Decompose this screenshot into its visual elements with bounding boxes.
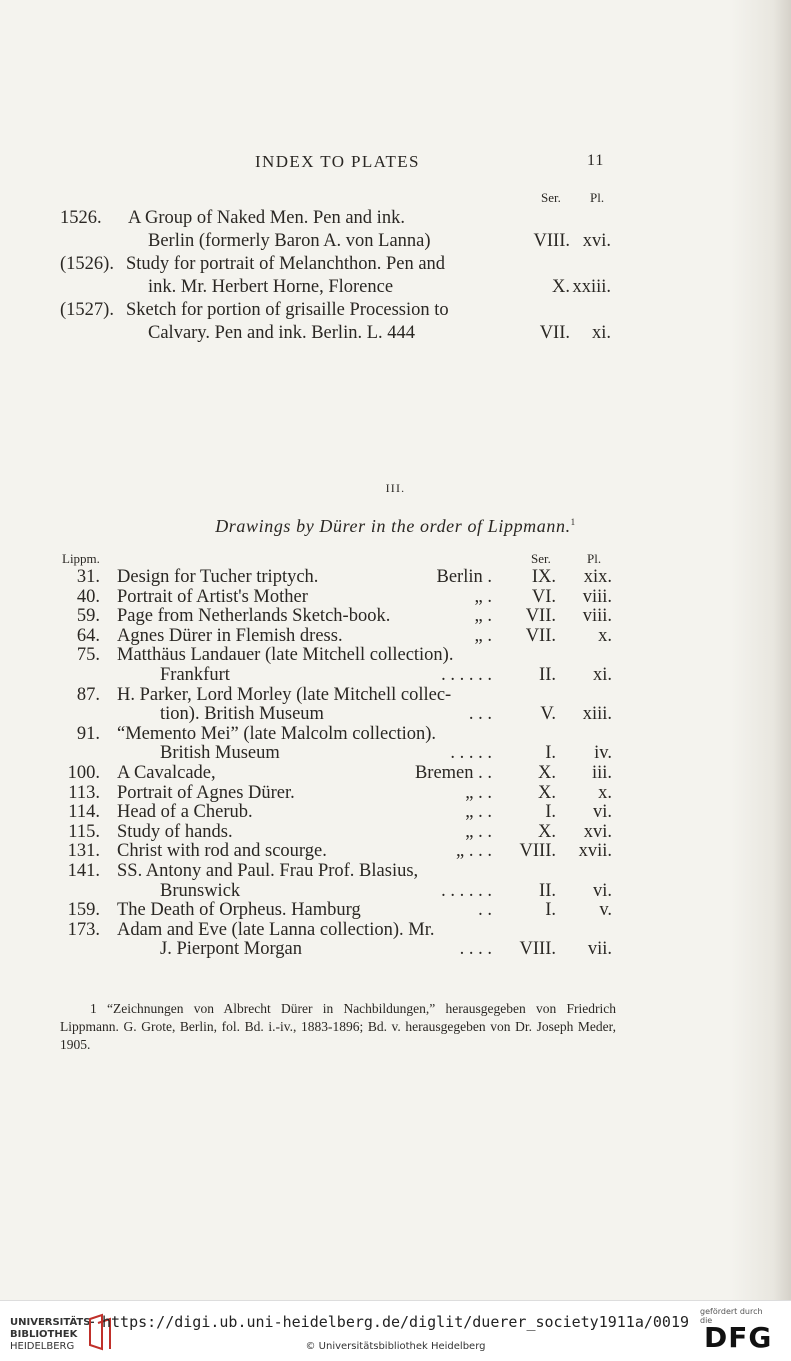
drawing-series: VIII. xyxy=(519,841,556,861)
drawing-place: „ . . xyxy=(465,802,492,822)
drawing-title: Frankfurt xyxy=(160,665,230,685)
drawing-title: Christ with rod and scourge. xyxy=(117,841,327,861)
drawing-plate: v. xyxy=(599,900,612,920)
top-entry-line2 xyxy=(0,323,791,347)
copyright-notice: © Universitätsbibliothek Heidelberg xyxy=(305,1341,486,1352)
drawing-place: . . . . . . xyxy=(441,881,492,901)
entry-title: Sketch for portion of grisaille Procession to xyxy=(126,300,449,320)
entry-series: X. xyxy=(552,277,570,297)
top-entry-line1 xyxy=(0,300,791,324)
drawing-series: II. xyxy=(539,665,556,685)
drawing-title: Page from Netherlands Sketch-book. xyxy=(117,606,391,626)
running-head-title: INDEX TO PLATES xyxy=(255,152,420,171)
lippmann-number: 31. xyxy=(76,567,100,587)
drawing-plate: viii. xyxy=(582,587,612,607)
drawing-plate: vi. xyxy=(592,802,612,822)
library-name-line2: BIBLIOTHEK xyxy=(10,1329,78,1340)
top-entry-line1 xyxy=(0,254,791,278)
lippmann-number: 114. xyxy=(68,802,100,822)
entry-series: VIII. xyxy=(533,231,570,251)
ser-column-label: Ser. xyxy=(541,190,561,205)
lippmann-row xyxy=(0,939,791,963)
entry-number: 1526. xyxy=(60,208,102,228)
drawing-place: Berlin . xyxy=(436,567,492,587)
drawing-place: . . . xyxy=(468,704,492,724)
section-numeral: III. xyxy=(385,481,406,495)
drawing-series: II. xyxy=(539,881,556,901)
lippmann-number: 115. xyxy=(68,822,100,842)
drawing-title: A Cavalcade, xyxy=(117,763,216,783)
drawing-plate: iv. xyxy=(594,743,612,763)
top-entry-line1 xyxy=(0,208,791,232)
top-entry-line2 xyxy=(0,277,791,301)
drawing-plate: xi. xyxy=(592,665,612,685)
top-entry-line2 xyxy=(0,231,791,255)
drawing-title: Portrait of Artist's Mother xyxy=(117,587,308,607)
drawing-place: „ . . xyxy=(465,783,492,803)
lippm-column-label: Lippm. xyxy=(62,551,100,566)
pl-column-label-2: Pl. xyxy=(587,551,602,566)
drawing-plate: xiii. xyxy=(582,704,612,724)
drawing-title: The Death of Orpheus. Hamburg xyxy=(117,900,361,920)
lippmann-number: 113. xyxy=(68,783,100,803)
lippmann-number: 59. xyxy=(76,606,100,626)
footnote-text: 1 “Zeichnungen von Albrecht Dürer in Nachbildungen,” herausgegeben von Friedrich Lippmann. G. Grote, Berlin, fol. Bd. i.-iv., 1883-1896; Bd. v. herausgegeben von Dr. Joseph Meder, 1905. xyxy=(60,1001,616,1052)
pl-column-label: Pl. xyxy=(590,190,605,205)
library-name-line3: HEIDELBERG xyxy=(10,1341,75,1352)
page-number: 11 xyxy=(587,152,605,169)
drawing-series: X. xyxy=(538,783,556,803)
entry-plate: xxiii. xyxy=(572,277,611,297)
section-title-text: Drawings by Dürer in the order of Lippmann. xyxy=(215,516,571,536)
drawing-plate: viii. xyxy=(582,606,612,626)
drawing-plate: xvii. xyxy=(578,841,612,861)
entry-location: Berlin (formerly Baron A. von Lanna) xyxy=(148,231,431,251)
lippmann-number: 40. xyxy=(76,587,100,607)
drawing-plate: x. xyxy=(598,626,612,646)
drawing-title: SS. Antony and Paul. Frau Prof. Blasius, xyxy=(117,861,419,881)
drawing-series: I. xyxy=(545,900,556,920)
drawing-title: Matthäus Landauer (late Mitchell collection). xyxy=(117,645,454,665)
library-name-line1: UNIVERSITÄTS- xyxy=(10,1317,95,1328)
drawing-series: VII. xyxy=(525,606,556,626)
lippmann-number: 141. xyxy=(67,861,100,881)
ser-column-label-2: Ser. xyxy=(531,551,551,566)
lippmann-number: 87. xyxy=(76,685,100,705)
drawing-title: Brunswick xyxy=(160,881,241,901)
lippmann-number: 100. xyxy=(67,763,100,783)
drawing-title: Adam and Eve (late Lanna collection). Mr. xyxy=(117,920,435,940)
drawing-place: . . . . . xyxy=(450,743,492,763)
section-title xyxy=(0,516,791,537)
drawing-plate: vii. xyxy=(587,939,612,959)
lippmann-number: 159. xyxy=(67,900,100,920)
entry-number: (1527). xyxy=(60,300,114,320)
drawing-place: . . . . . . xyxy=(441,665,492,685)
footer-bar xyxy=(0,1300,791,1361)
drawing-series: VI. xyxy=(531,587,556,607)
entry-number: (1526). xyxy=(60,254,114,274)
drawing-title: J. Pierpont Morgan xyxy=(160,939,303,959)
drawing-title: Head of a Cherub. xyxy=(117,802,253,822)
lippmann-number: 64. xyxy=(76,626,100,646)
drawing-series: V. xyxy=(540,704,556,724)
lippmann-number: 131. xyxy=(67,841,100,861)
drawing-plate: x. xyxy=(598,783,612,803)
lippmann-number: 75. xyxy=(76,645,100,665)
drawing-series: I. xyxy=(545,802,556,822)
footnote-marker: 1 xyxy=(570,517,576,527)
drawing-title: Design for Tucher triptych. xyxy=(117,567,319,587)
drawing-title: “Memento Mei” (late Malcolm collection). xyxy=(117,724,437,744)
drawing-series: VIII. xyxy=(519,939,556,959)
drawing-place: „ . xyxy=(474,606,492,626)
entry-plate: xvi. xyxy=(582,231,611,251)
drawing-title: Study of hands. xyxy=(117,822,233,842)
drawing-place: Bremen . . xyxy=(414,763,492,783)
drawing-title: Agnes Dürer in Flemish dress. xyxy=(117,626,343,646)
footnote xyxy=(60,1000,616,1054)
drawing-series: X. xyxy=(538,822,556,842)
drawing-plate: vi. xyxy=(592,881,612,901)
drawing-plate: xix. xyxy=(583,567,612,587)
drawing-place: „ . . xyxy=(465,822,492,842)
entry-title: Study for portrait of Melanchthon. Pen and xyxy=(126,254,446,274)
dfg-logo-text: DFG xyxy=(704,1321,773,1354)
drawing-place: „ . xyxy=(474,587,492,607)
drawing-title: H. Parker, Lord Morley (late Mitchell collec- xyxy=(117,685,452,705)
entry-plate: xi. xyxy=(591,323,611,343)
entry-location: ink. Mr. Herbert Horne, Florence xyxy=(148,277,394,297)
drawing-title: tion). British Museum xyxy=(160,704,324,724)
entry-location: Calvary. Pen and ink. Berlin. L. 444 xyxy=(148,323,416,343)
drawing-place: . . . . xyxy=(459,939,492,959)
lippmann-number: 173. xyxy=(67,920,100,940)
running-head xyxy=(0,152,791,174)
drawing-title: British Museum xyxy=(160,743,280,763)
drawing-place: „ . xyxy=(474,626,492,646)
drawing-series: IX. xyxy=(531,567,556,587)
entry-series: VII. xyxy=(539,323,570,343)
permalink-url[interactable]: https://digi.ub.uni-heidelberg.de/diglit/duerer_society1911a/0019 xyxy=(102,1313,689,1331)
lippmann-number: 91. xyxy=(76,724,100,744)
drawing-place: „ . . . xyxy=(456,841,492,861)
drawing-place: . . xyxy=(478,900,492,920)
drawing-plate: xvi. xyxy=(583,822,612,842)
drawing-series: X. xyxy=(538,763,556,783)
drawing-plate: iii. xyxy=(591,763,612,783)
drawing-series: VII. xyxy=(525,626,556,646)
dfg-logo[interactable] xyxy=(700,1307,785,1355)
entry-title: A Group of Naked Men. Pen and ink. xyxy=(128,208,405,228)
drawing-title: Portrait of Agnes Dürer. xyxy=(117,783,295,803)
funded-by-text: gefördert durch die xyxy=(700,1307,763,1325)
drawing-series: I. xyxy=(545,743,556,763)
